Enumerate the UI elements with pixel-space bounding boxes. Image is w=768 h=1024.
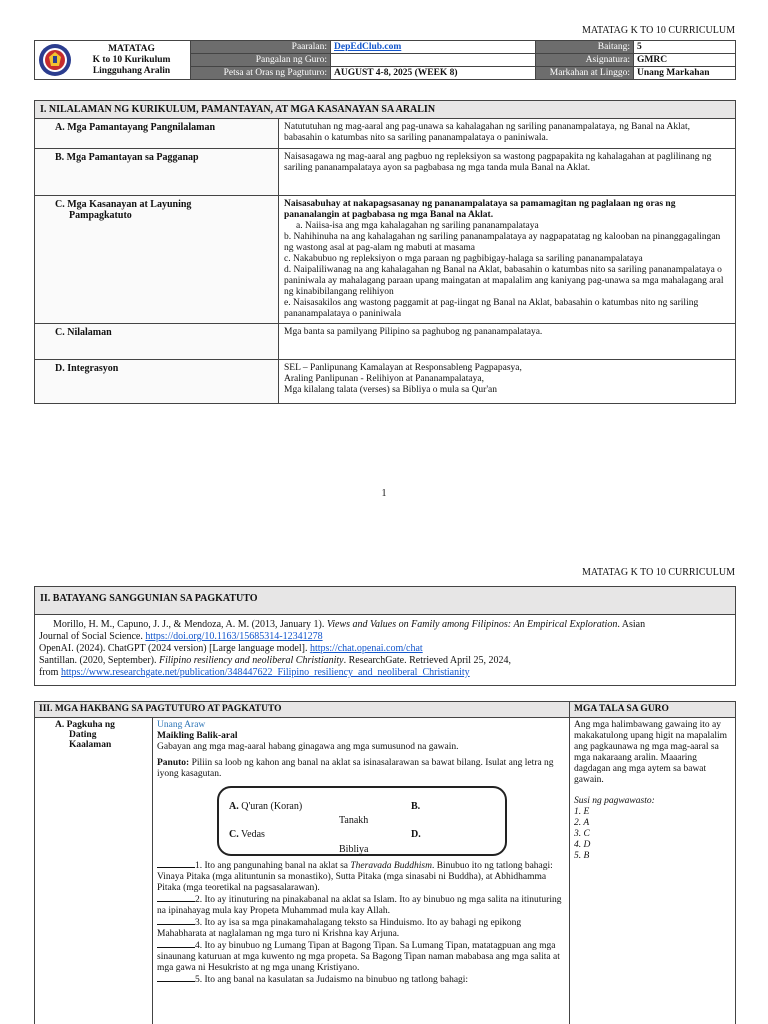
- kasanayan-item: d. Naipaliliwanag na ang kahalagahan ng Banal na Aklat, babasahin o katumbas nito sa sariling pananampalataya o paniniwala ay mahalagang paraan upang maingatan at mapalalim ang kaniyang pag-unawa sa mga mahalagang aral ng kinabibilangang relihiyon: [284, 265, 724, 297]
- kasanayan-item: c. Nakabubuo ng repleksiyon o mga paraan ng pagbibigay-halaga sa sariling pananampalataya: [284, 254, 643, 264]
- choice-c-letter: C.: [229, 829, 239, 840]
- ref3-tail: . ResearchGate. Retrieved April 25, 2024,: [343, 655, 512, 666]
- petsa-label: Petsa at Oras ng Pagtuturo:: [191, 67, 331, 80]
- paaralan-value[interactable]: [331, 41, 536, 54]
- reference-1: [39, 619, 731, 631]
- petsa-value: AUGUST 4-8, 2025 (WEEK 8): [331, 67, 536, 80]
- question-4: [157, 940, 565, 974]
- ref1-text: Morillo, H. M., Capuno, J. J., & Mendoza, A. M. (2013, January 1).: [53, 619, 327, 630]
- key-item: 2. A: [574, 818, 590, 828]
- logo-line2: K to 10 Kurikulum: [92, 54, 171, 65]
- choice-a: [229, 801, 302, 812]
- pamantayang-label: A. Mga Pamantayang Pangnilalaman: [35, 119, 279, 149]
- pagkuha-label: [35, 718, 153, 1024]
- curriculum-label: MATATAG K TO 10 CURRICULUM: [581, 25, 735, 36]
- question-1: [157, 860, 565, 894]
- question-5: [157, 974, 565, 986]
- q1-italic: Theravada Buddhism: [350, 861, 432, 871]
- choice-c: [229, 829, 265, 840]
- choice-c-text: Vedas: [238, 829, 265, 840]
- pagkuha-line1: A. Pagkuha ng: [55, 720, 115, 730]
- kasanayan-item: b. Nahihinuha na ang kahalagahan ng sariling pananampalataya ay nagpapatatag ng kalooban na pinanggagalingan ng wastong asal at pag-alam ng mabuti at masama: [284, 232, 721, 253]
- logo-title: MATATAG: [108, 43, 155, 54]
- nilalaman-label: C. Nilalaman: [35, 324, 279, 360]
- key-item: 5. B: [574, 851, 590, 861]
- answer-blank[interactable]: [157, 917, 195, 925]
- choice-b-text: Tanakh: [339, 815, 369, 826]
- ref1-tail: . Asian: [617, 619, 646, 630]
- key-title: Susi ng pagwawasto:: [574, 796, 655, 806]
- notes-cell: [570, 718, 736, 1024]
- asignatura-value: GMRC: [634, 54, 736, 67]
- panuto: [157, 758, 565, 780]
- reference-1-cont: [39, 631, 731, 643]
- day-label: Unang Araw: [157, 720, 206, 730]
- page-number: 1: [381, 488, 387, 499]
- kasanayan-label-line1: C. Mga Kasanayan at Layuning: [55, 199, 192, 210]
- kasanayan-item: e. Naisasakilos ang wastong paggamit at pag-iingat ng Banal na Aklat, babasahin o katumbas nito ng sariling pananampalataya o paniniwala: [284, 298, 699, 319]
- section2-title: II. BATAYANG SANGGUNIAN SA PAGKATUTO: [35, 587, 735, 615]
- choice-box: [217, 786, 507, 856]
- guro-label: Pangalan ng Guro:: [191, 54, 331, 67]
- ref3-title: Filipino resiliency and neoliberal Christianity: [158, 655, 344, 666]
- kasanayan-lead: Naisasabuhay at nakapagsasanay ng pananampalataya sa pamamagitan ng paglalaan ng oras ng pananalangin at pagbabasa ng mga Banal na Aklat.: [284, 199, 676, 220]
- activity-cell: [153, 718, 570, 1024]
- answer-blank[interactable]: [157, 974, 195, 982]
- ref3-link[interactable]: https://www.researchgate.net/publication/348447622_Filipino_resiliency_and_neoliberal_Christianity: [60, 667, 470, 678]
- kasanayan-cell: [279, 196, 736, 324]
- pagkuha-line3: Kaalaman: [69, 740, 112, 750]
- reference-3: [39, 655, 731, 667]
- ref1-journal: Journal of Social Science.: [39, 631, 146, 642]
- notes-title: MGA TALA SA GURO: [570, 702, 736, 718]
- pagkuha-line2: Dating: [69, 730, 97, 740]
- section1-table: [34, 100, 736, 404]
- curriculum-label-2: MATATAG K TO 10 CURRICULUM: [581, 567, 735, 578]
- kasanayan-item: a. Naiisa-isa ang mga kahalagahan ng sariling pananampalataya: [296, 221, 539, 231]
- kasanayan-label: [35, 196, 279, 324]
- integrasyon-line: Mga kilalang talata (verses) sa Bibliya o mula sa Qur'an: [284, 385, 498, 395]
- key-item: 3. C: [574, 829, 590, 839]
- guro-value: [331, 54, 536, 67]
- answer-blank[interactable]: [157, 860, 195, 868]
- key-item: 4. D: [574, 840, 591, 850]
- q4-text: 4. Ito ay binubuo ng Lumang Tipan at Bagong Tipan. Sa Lumang Tipan, matatagpuan ang mga sinaunang katuruan at mga kuwento ng mga propeta. Sa Bagong Tipan naman mababasa ang mga salita at mga gawa ni Hesukristo at ng mga unang Kristiyano.: [157, 941, 560, 973]
- deped-seal-icon: [38, 43, 72, 77]
- choice-a-letter: A.: [229, 801, 239, 812]
- header-table: [34, 40, 736, 80]
- choice-b-letter: B.: [411, 801, 421, 812]
- pagganap-label: B. Mga Pamantayan sa Pagganap: [35, 149, 279, 196]
- q1-tail: . Binubuo ito ng tatlong bahagi: Vinaya Pitaka (mga alituntunin sa monastiko), Sutta Pitaka (mga sinasabi ni Buddha), at Abhidhamma Pitaka (mga teoretikal na pagsasalarawan).: [157, 861, 553, 893]
- q3-text: 3. Ito ay isa sa mga pinakamahalagang teksto sa Hinduismo. Ito ay bahagi ng epikong Mahabharata at naglalaman ng mga turo ni Krishna kay Arjuna.: [157, 918, 522, 939]
- question-3: [157, 917, 565, 940]
- integrasyon-line: Araling Panlipunan - Relihiyon at Pananampalataya,: [284, 374, 484, 384]
- answer-blank[interactable]: [157, 940, 195, 948]
- activity-title: Maikling Balik-aral: [157, 731, 238, 741]
- ref2-text: OpenAI. (2024). ChatGPT (2024 version) [Large language model].: [39, 643, 310, 654]
- baitang-label: Baitang:: [536, 41, 634, 54]
- markahan-label: Markahan at Linggo:: [536, 67, 634, 80]
- paaralan-label: Paaralan:: [191, 41, 331, 54]
- reference-3-cont: [39, 667, 731, 679]
- section3-title: III. MGA HAKBANG SA PAGTUTURO AT PAGKATUTO: [35, 702, 570, 718]
- choice-a-text: Q'uran (Koran): [238, 801, 303, 812]
- choice-d-letter: D.: [411, 829, 421, 840]
- answer-blank[interactable]: [157, 894, 195, 902]
- integrasyon-line: SEL – Panlipunang Kamalayan at Responsableng Pagpapasya,: [284, 363, 522, 373]
- logo-cell: [35, 41, 191, 80]
- notes-text: Ang mga halimbawang gawaing ito ay makakatulong upang higit na mapalalim ang pagkaunawa ng mga mag-aaral sa mga nakaraang aralin. Maaaring dagdagan ang mga aytem sa bawat gawain.: [574, 720, 728, 785]
- asignatura-label: Asignatura:: [536, 54, 634, 67]
- ref2-link[interactable]: https://chat.openai.com/chat: [309, 643, 423, 654]
- activity-instruction: Gabayan ang mga mag-aaral habang ginagawa ang mga sumusunod na gawain.: [157, 742, 459, 752]
- logo-line3: Lingguhang Aralin: [92, 65, 171, 76]
- panuto-text: Piliin sa loob ng kahon ang banal na aklat sa isinasalarawan sa bawat bilang. Isulat ang letra ng iyong kasagutan.: [157, 758, 554, 779]
- pagganap-text: Naisasagawa ng mag-aaral ang pagbuo ng repleksiyon sa wastong pagpapakita ng kahalagahan at paglilinang ng sariling pananampalataya ayon sa pagbabasa ng mga tanda mula Banal na Aklat.: [279, 149, 736, 196]
- ref3-text: Santillan. (2020, September).: [39, 655, 159, 666]
- section1-title: I. NILALAMAN NG KURIKULUM, PAMANTAYAN, AT MGA KASANAYAN SA ARALIN: [35, 101, 736, 119]
- references-box: [34, 586, 736, 686]
- section3-table: [34, 701, 736, 1024]
- markahan-value: Unang Markahan: [634, 67, 736, 80]
- references-body: [35, 615, 735, 685]
- panuto-label: Panuto:: [157, 758, 190, 768]
- ref1-title: Views and Values on Family among Filipinos: An Empirical Exploration: [326, 619, 618, 630]
- q2-text: 2. Ito ay itinuturing na pinakabanal na aklat sa Islam. Ito ay binubuo ng mga salita na itinuturing na ipinahayag mula kay Propeta Muhammad mula kay Allah.: [157, 895, 562, 916]
- integrasyon-label: D. Integrasyon: [35, 360, 279, 404]
- ref3-from: from: [39, 667, 61, 678]
- key-item: 1. E: [574, 807, 590, 817]
- ref1-link[interactable]: https://doi.org/10.1163/15685314-12341278: [145, 631, 323, 642]
- nilalaman-text: Mga banta sa pamilyang Pilipino sa paghubog ng pananampalataya.: [279, 324, 736, 360]
- q1-text: 1. Ito ang pangunahing banal na aklat sa: [195, 861, 351, 871]
- kasanayan-label-line2: Pampagkatuto: [69, 210, 132, 221]
- choice-d-text: Bibliya: [339, 844, 369, 855]
- paaralan-link[interactable]: DepEdClub.com: [334, 42, 402, 52]
- baitang-value: 5: [634, 41, 736, 54]
- question-2: [157, 894, 565, 917]
- reference-2: [39, 643, 731, 655]
- pamantayang-text: Natututuhan ng mag-aaral ang pag-unawa sa kahalagahan ng sariling pananampalataya, ng Banal na Aklat, babasahin o katumbas nito sa sariling pananampalataya o paniniwala.: [279, 119, 736, 149]
- q5-text: 5. Ito ang banal na kasulatan sa Judaismo na binubuo ng tatlong bahagi:: [195, 975, 469, 985]
- integrasyon-cell: [279, 360, 736, 404]
